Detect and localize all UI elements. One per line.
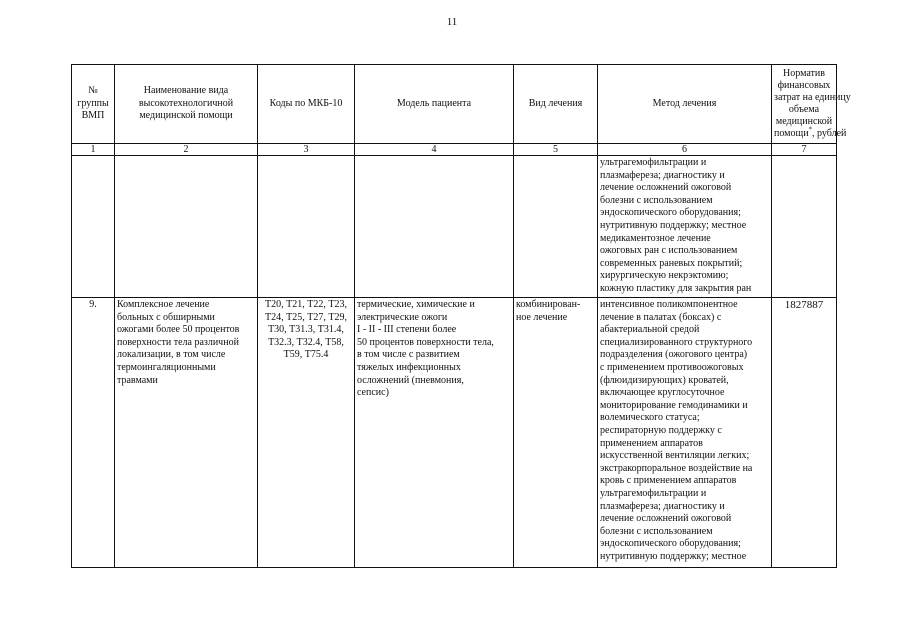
text-line: высокотехнологичной	[138, 97, 234, 109]
header-cost-norm	[772, 65, 851, 144]
text-line: волемического статуса;	[600, 412, 700, 424]
text-line: медикаментозное лечение	[600, 232, 711, 244]
text-line: больных с обширными	[117, 311, 215, 323]
text-line: подразделения (ожогового центра)	[600, 349, 748, 361]
header-row	[72, 65, 837, 144]
text-line: Вид лечения	[528, 97, 583, 109]
text-line: термические, химические и	[357, 299, 475, 310]
cell-empty	[115, 156, 258, 298]
text-line: включающее круглосуточное	[600, 387, 725, 399]
cell-empty	[514, 156, 598, 298]
cell-empty	[72, 156, 115, 298]
text-line: ультрагемофильтрации и	[600, 487, 707, 499]
text-line: лечение осложнений ожоговой	[600, 513, 732, 525]
text-line: абактериальной средой	[600, 324, 700, 336]
text-line: Метод лечения	[652, 97, 717, 109]
text-line: плазмафереза; диагностику и	[600, 169, 725, 181]
text-line: Модель пациента	[396, 97, 472, 109]
text-line: Т20, Т21, Т22, Т23,	[265, 299, 347, 310]
text-line: Т30, Т31.3, Т31.4,	[268, 324, 344, 336]
text-line: комбинирован-	[516, 299, 581, 310]
text-line: кровь с применением аппаратов	[600, 475, 737, 487]
text-line: лечение осложнений ожоговой	[600, 182, 732, 194]
text-line: I - II - III степени более	[357, 324, 457, 336]
text-line: сепсис)	[357, 387, 389, 399]
text-line: ВМП	[81, 110, 105, 122]
text-line: нутритивную поддержку; местное	[600, 219, 747, 231]
column-number: 6	[598, 144, 772, 156]
text-line: эндоскопического оборудования;	[600, 207, 741, 219]
text-line: Т32.3, Т32.4, Т58,	[268, 336, 344, 348]
text-line: Т59, Т75.4	[283, 349, 329, 361]
cell-empty	[772, 156, 837, 298]
header-cost-norm-line: Норматив	[783, 68, 825, 79]
text-line: (флюидизирующих) кроватей,	[600, 374, 729, 386]
header-cost-norm-line: финансовых	[777, 80, 831, 91]
cell-group-number: 9.	[72, 298, 115, 568]
text-line: специализированного структурного	[600, 336, 753, 348]
cell-icd10-codes	[258, 298, 355, 568]
text-line: болезни с использованием	[600, 525, 713, 537]
text-line: ожоговых ран с использованием	[600, 245, 738, 257]
text-line: плазмафереза; диагностику и	[600, 500, 725, 512]
cell-treatment-type	[514, 298, 598, 568]
text-line: электрические ожоги	[357, 311, 448, 323]
column-number: 5	[514, 144, 598, 156]
cell-patient-model	[355, 298, 514, 568]
page-number: 11	[446, 16, 458, 28]
column-number: 2	[115, 144, 258, 156]
text-line: локализации, в том числе	[117, 349, 226, 361]
text-line: ожогами более 50 процентов	[117, 324, 240, 336]
header-icd10-codes	[258, 65, 355, 144]
text-line: кожную пластику для закрытия ран	[600, 282, 752, 294]
text-line: нутритивную поддержку; местное	[600, 550, 747, 562]
text-line: с применением противоожоговых	[600, 361, 744, 373]
text-line: респираторную поддержку с	[600, 424, 722, 436]
text-line: поверхности тела различной	[117, 336, 239, 348]
cell-empty	[258, 156, 355, 298]
column-number: 7	[772, 144, 837, 156]
text-line: эндоскопического оборудования;	[600, 538, 741, 550]
cell-empty	[355, 156, 514, 298]
text-line: болезни с использованием	[600, 194, 713, 206]
cell-treatment-method	[598, 298, 772, 568]
text-line: в том числе с развитием	[357, 349, 460, 361]
footnote-mark: *	[808, 125, 813, 134]
continuation-row	[72, 156, 837, 298]
text-line: осложнений (пневмония,	[357, 374, 464, 386]
header-patient-model	[355, 65, 514, 144]
cell-method-continued	[598, 156, 772, 298]
cell-care-type-name	[115, 298, 258, 568]
text-line: интенсивное поликомпонентное	[600, 299, 738, 310]
header-cost-norm-line: затрат на единицу	[774, 92, 851, 103]
table-row	[72, 298, 837, 568]
header-cost-norm-line: помощи	[774, 128, 809, 139]
header-cost-norm-line: медицинской	[775, 116, 833, 127]
column-number-row	[72, 144, 837, 156]
header-care-type-name	[115, 65, 258, 144]
text-line: травмами	[117, 374, 158, 386]
text-line: применением аппаратов	[600, 437, 703, 449]
text-line: современных раневых покрытий;	[600, 257, 743, 269]
text-line: №	[88, 85, 98, 97]
text-line: ультрагемофильтрации и	[600, 157, 707, 168]
header-group-number	[72, 65, 115, 144]
text-line: Наименование вида	[143, 85, 229, 97]
text-line: Коды по МКБ-10	[269, 97, 343, 109]
text-line: мониторирование гемодинамики и	[600, 399, 748, 411]
header-treatment-method	[598, 65, 772, 144]
column-number: 3	[258, 144, 355, 156]
text-line: хирургическую некрэктомию;	[600, 270, 729, 282]
text-line: группы	[77, 97, 109, 109]
header-treatment-type	[514, 65, 598, 144]
text-line: 50 процентов поверхности тела,	[357, 336, 494, 348]
vmp-table	[71, 64, 851, 568]
column-number: 4	[355, 144, 514, 156]
header-cost-norm-line: , рублей	[812, 128, 847, 139]
text-line: лечение в палатах (боксах) с	[600, 311, 722, 323]
text-line: искусственной вентиляции легких;	[600, 450, 750, 462]
column-number: 1	[72, 144, 115, 156]
text-line: ное лечение	[516, 311, 568, 323]
cell-cost-norm: 1827887	[772, 298, 837, 568]
text-line: Комплексное лечение	[117, 299, 210, 310]
text-line: Т24, Т25, Т27, Т29,	[265, 311, 347, 323]
text-line: термоингаляционными	[117, 361, 216, 373]
text-line: медицинской помощи	[139, 110, 233, 122]
header-cost-norm-line: объема	[788, 104, 820, 115]
text-line: тяжелых инфекционных	[357, 361, 461, 373]
text-line: экстракорпоральное воздействие на	[600, 462, 753, 474]
